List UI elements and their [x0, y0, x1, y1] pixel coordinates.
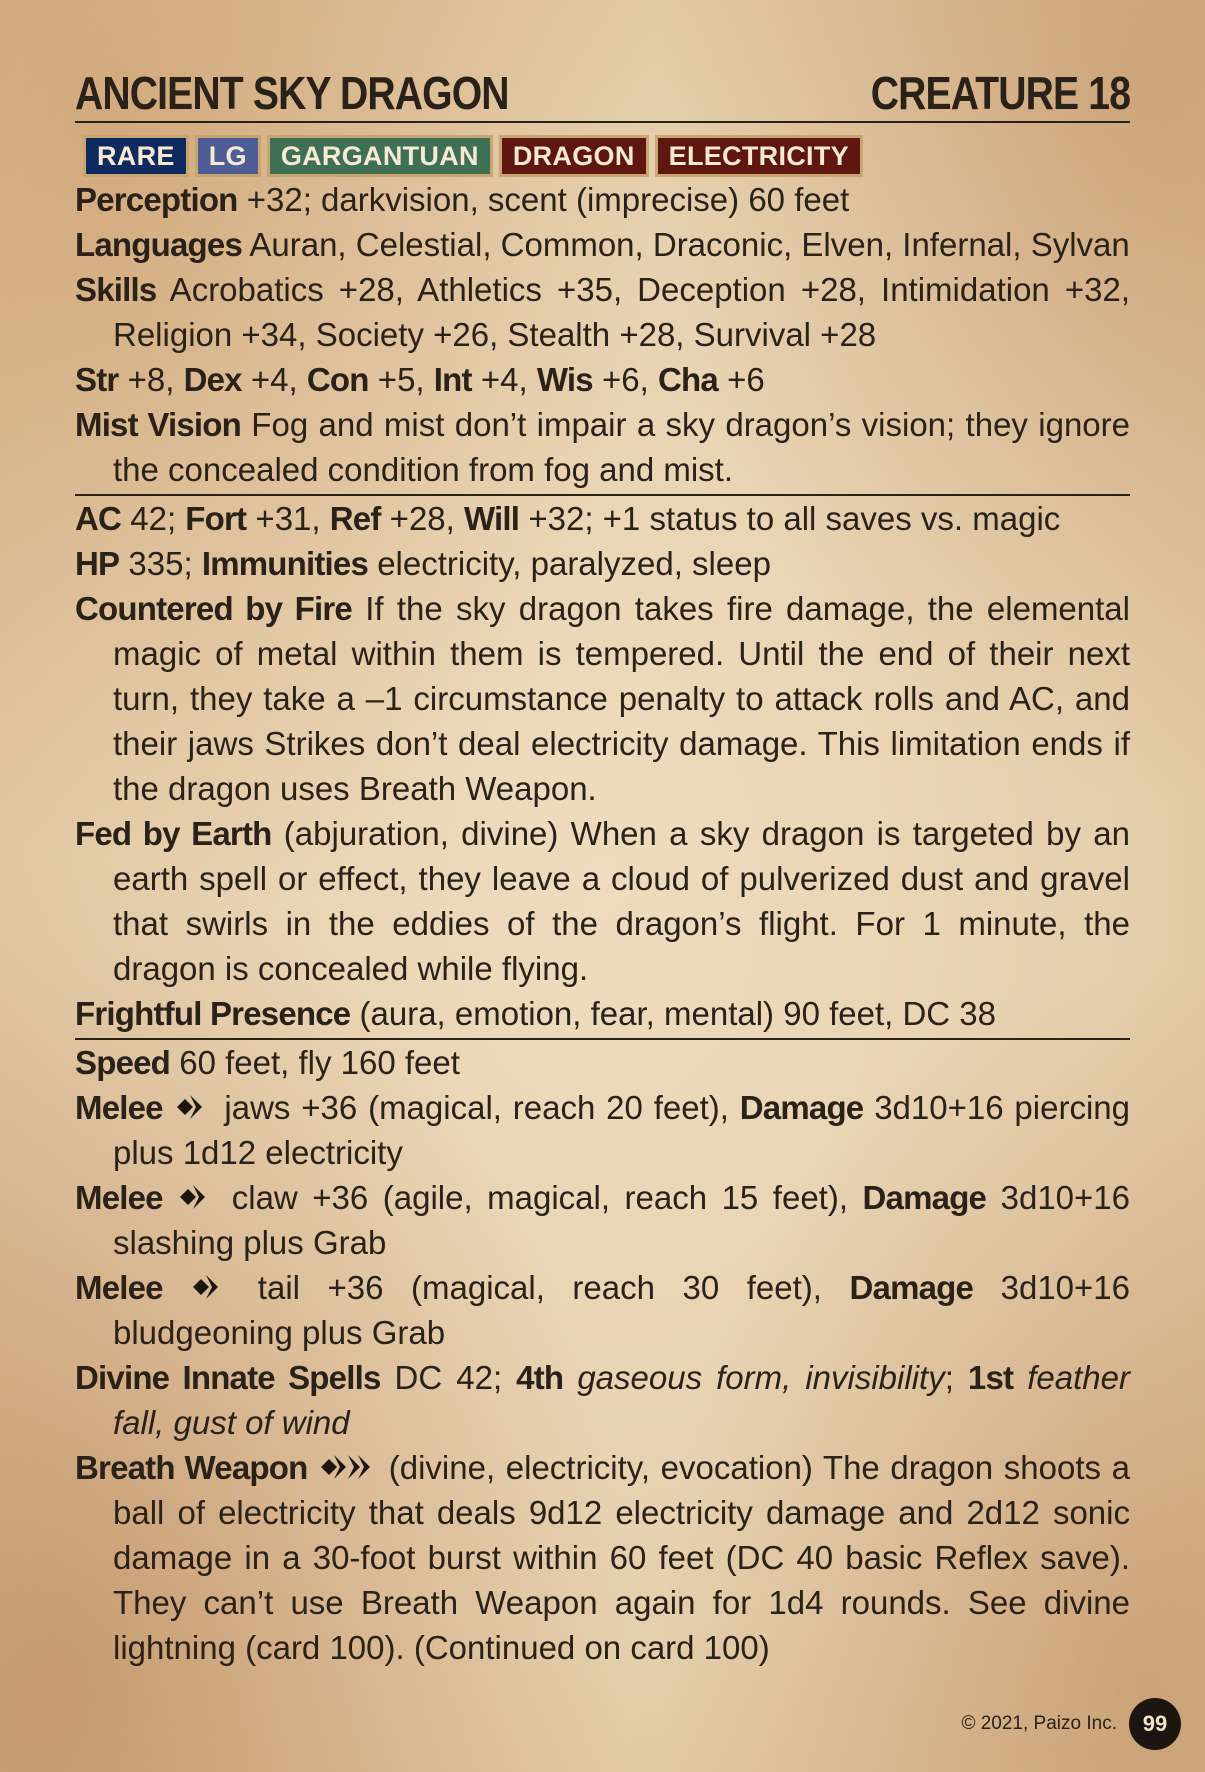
mist-vision-text: Fog and mist don’t impair a sky dragon’s vision; they ignore the concealed condition from fog and mist. [113, 406, 1130, 489]
languages-label: Languages [75, 226, 243, 264]
con-label: Con [306, 361, 369, 399]
spell-rank-1-list: feather fall, gust of wind [113, 1359, 1130, 1442]
melee-claw-damage: 3d10+16 slashing plus Grab [113, 1179, 1131, 1262]
spells-label: Divine Innate Spells [75, 1359, 381, 1397]
countered-by-fire-line [75, 586, 1130, 811]
melee-tail-damage: 3d10+16 bludgeoning plus Grab [113, 1269, 1131, 1352]
spell-rank-1-label: 1st [967, 1359, 1014, 1397]
con-value: +5, [368, 361, 434, 399]
frightful-presence-line [75, 991, 1130, 1036]
melee-claw-text: claw +36 (agile, magical, reach 15 feet), [217, 1179, 863, 1217]
skills-value: Acrobatics +28, Athletics +35, Deception +28, Intimidation +32, Religion +34, Society +26, Stealth +28, Survival +28 [113, 271, 1130, 354]
single-action-icon [177, 1182, 217, 1212]
melee-tail-text: tail +36 (magical, reach 30 feet), [230, 1269, 850, 1307]
countered-by-fire-label: Countered by Fire [75, 590, 352, 628]
countered-by-fire-text: If the sky dragon takes fire damage, the elemental magic of metal within them is tempered. Until the end of their next turn, they take a –1 circumstance penalty to attack rolls and AC, and their jaws Strikes don’t deal electricity damage. This limitation ends if the dragon uses Breath Weapon. [113, 590, 1130, 808]
melee-claw-line [75, 1175, 1130, 1265]
damage-label: Damage [739, 1089, 864, 1127]
int-label: Int [433, 361, 472, 399]
speed-label: Speed [75, 1044, 171, 1082]
ac-value: 42; [121, 500, 186, 538]
fed-by-earth-line [75, 811, 1130, 991]
breath-weapon-label: Breath Weapon [75, 1449, 308, 1487]
perception-label: Perception [75, 181, 238, 219]
str-label: Str [75, 361, 119, 399]
two-action-icon [318, 1452, 378, 1482]
trait-alignment: LG [195, 135, 261, 178]
breath-weapon-line [75, 1445, 1130, 1670]
ref-value: +28, [380, 500, 464, 538]
abilities-line [75, 357, 1130, 402]
creature-level: CREATURE 18 [870, 67, 1130, 119]
defense-line [75, 496, 1130, 541]
spell-separator: ; [944, 1359, 968, 1397]
languages-line [75, 222, 1130, 267]
immunities-value: electricity, paralyzed, sleep [368, 545, 771, 583]
spells-dc: DC 42; [380, 1359, 517, 1397]
ac-label: AC [75, 500, 122, 538]
hp-label: HP [75, 545, 120, 583]
skills-line [75, 267, 1130, 357]
cha-value: +6 [717, 361, 765, 399]
title-row [75, 68, 1130, 123]
wis-label: Wis [536, 361, 593, 399]
breath-weapon-text: (divine, electricity, evocation) The dragon shoots a ball of electricity that deals 9d12 electricity damage and 2d12 sonic damage in a 30-foot burst within 60 feet (DC 40 basic Reflex save). They can’t use Breath Weapon again for 1d4 rounds. See divine lightning (card 100). (Continued on card 100) [113, 1449, 1130, 1667]
copyright: © 2021, Paizo Inc. [961, 1713, 1117, 1734]
dex-value: +4, [241, 361, 307, 399]
hp-line [75, 541, 1130, 586]
trait-list [83, 135, 1130, 178]
str-value: +8, [118, 361, 184, 399]
fort-value: +31, [246, 500, 330, 538]
stat-block-card [75, 68, 1130, 1670]
wis-value: +6, [592, 361, 658, 399]
melee-jaws-line [75, 1085, 1130, 1175]
perception-value: +32; darkvision, scent (imprecise) 60 feet [237, 181, 850, 219]
mist-vision-label: Mist Vision [75, 406, 241, 444]
ref-label: Ref [329, 500, 381, 538]
frightful-presence-label: Frightful Presence [75, 995, 351, 1033]
trait-electricity: ELECTRICITY [655, 135, 863, 178]
mist-vision-line [75, 402, 1130, 492]
perception-line [75, 177, 1130, 222]
spell-rank-4-list: gaseous form, invisibility [563, 1359, 945, 1397]
will-label: Will [464, 500, 520, 538]
skills-label: Skills [75, 271, 157, 309]
trait-size: GARGANTUAN [267, 135, 493, 178]
languages-value: Auran, Celestial, Common, Draconic, Elven, Infernal, Sylvan [242, 226, 1130, 264]
melee-label: Melee [75, 1179, 163, 1217]
frightful-presence-text: (aura, emotion, fear, mental) 90 feet, DC 38 [350, 995, 997, 1033]
speed-value: 60 feet, fly 160 feet [170, 1044, 460, 1082]
hp-value: 335; [119, 545, 202, 583]
immunities-label: Immunities [201, 545, 369, 583]
trait-rare: RARE [83, 135, 189, 178]
melee-jaws-text: jaws +36 (magical, reach 20 feet), [213, 1089, 740, 1127]
single-action-icon [174, 1092, 214, 1122]
melee-label: Melee [75, 1089, 163, 1127]
melee-label: Melee [75, 1269, 163, 1307]
stat-text [75, 177, 1130, 1670]
melee-jaws-damage: 3d10+16 piercing plus 1d12 electricity [113, 1089, 1130, 1172]
damage-label: Damage [849, 1269, 974, 1307]
will-value: +32; +1 status to all saves vs. magic [519, 500, 1061, 538]
spell-rank-4-label: 4th [516, 1359, 564, 1397]
fed-by-earth-label: Fed by Earth [75, 815, 272, 853]
spells-line [75, 1355, 1130, 1445]
int-value: +4, [471, 361, 537, 399]
fed-by-earth-text: (abjuration, divine) When a sky dragon is targeted by an earth spell or effect, they leave a cloud of pulverized dust and gravel that swirls in the eddies of the dragon’s flight. For 1 minute, the dragon is concealed while flying. [113, 815, 1130, 988]
page-footer [961, 1698, 1181, 1750]
speed-line [75, 1040, 1130, 1085]
damage-label: Damage [862, 1179, 987, 1217]
fort-label: Fort [185, 500, 247, 538]
page-number: 99 [1129, 1698, 1181, 1750]
trait-dragon: DRAGON [499, 135, 649, 178]
creature-name: ANCIENT SKY DRAGON [75, 67, 509, 119]
cha-label: Cha [657, 361, 718, 399]
melee-tail-line [75, 1265, 1130, 1355]
single-action-icon [190, 1272, 230, 1302]
dex-label: Dex [183, 361, 242, 399]
